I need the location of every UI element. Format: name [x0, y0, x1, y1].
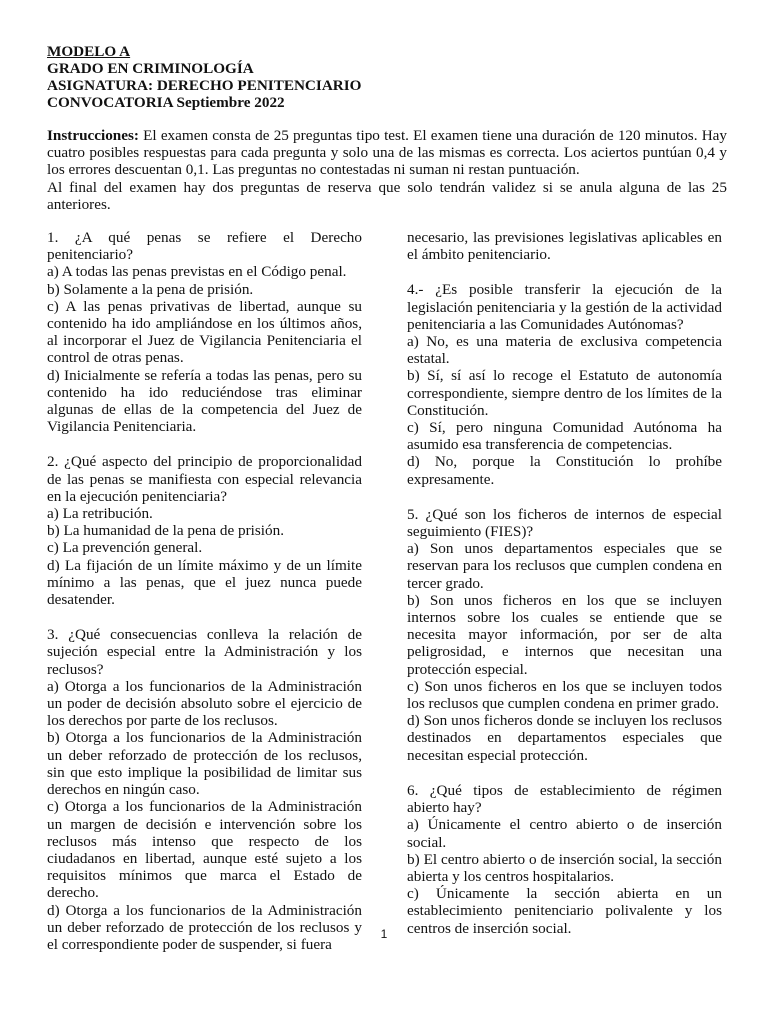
degree-title: GRADO EN CRIMINOLOGÍA: [47, 60, 254, 77]
question-2: [47, 453, 362, 608]
option-d: d) Son unos ficheros donde se incluyen los reclusos destinados en departamentos especiales que necesitan especial protección.: [407, 712, 722, 764]
option-d: d) La fijación de un límite máximo y de un límite mínimo a las penas, que el juez nunca puede desatender.: [47, 556, 362, 609]
question-text: 5. ¿Qué son los ficheros de internos de especial seguimiento (FIES)?: [407, 505, 722, 541]
option-a: a) A todas las penas previstas en el Código penal.: [47, 263, 347, 281]
option-b: b) Otorga a los funcionarios de la Administración un deber reforzado de protección de los reclusos, sin que esto implique la posibilidad de limitar sus derechos en ningún caso.: [47, 729, 362, 799]
option-d: d) No, porque la Constitución lo prohíbe expresamente.: [407, 453, 722, 488]
option-d-continued: necesario, las previsiones legislativas aplicables en el ámbito penitenciario.: [407, 229, 722, 264]
option-c: c) Sí, pero ninguna Comunidad Autónoma ha asumido esa transferencia de competencias.: [407, 419, 722, 454]
option-a: a) Otorga a los funcionarios de la Administración un poder de decisión absoluto sobre el ejercicio de los derechos por parte de los reclusos.: [47, 677, 362, 730]
instructions-reserve-text: Al final del examen hay dos preguntas de reserva que solo tendrán validez si se anula alguna de las 25 anteriores.: [47, 178, 727, 213]
option-d: d) Inicialmente se refería a todas las penas, pero su contenido ha ido reduciéndose tras eliminar algunas de ellas de la competencia del Juez de Vigilancia Penitenciaria.: [47, 366, 362, 436]
left-column: [47, 229, 362, 971]
option-d: d) Otorga a los funcionarios de la Administración un deber reforzado de protección de los reclusos y el correspondiente poder de suspender, si fuera: [47, 901, 362, 953]
option-c: c) Otorga a los funcionarios de la Administración un margen de decisión e intervención sobre los reclusos más intenso que respecto de los ciudadanos en libertad, aunque esté sujeto a los requisitos mínimos que marca el Estado de derecho.: [47, 798, 362, 902]
option-c: c) Únicamente la sección abierta en un establecimiento penitenciario polivalente y los centros de inserción social.: [407, 885, 722, 937]
question-6: [407, 782, 722, 937]
question-1: [47, 229, 362, 435]
option-b: b) Sí, sí así lo recoge el Estatuto de autonomía correspondiente, siempre dentro de los límites de la Constitución.: [407, 367, 722, 419]
question-text: 4.- ¿Es posible transferir la ejecución de la legislación penitenciaria y la gestión de la actividad penitenciaria a las Comunidades Autónomas?: [407, 281, 722, 333]
question-text: 6. ¿Qué tipos de establecimiento de régimen abierto hay?: [407, 781, 722, 817]
question-text: 3. ¿Qué consecuencias conlleva la relación de sujeción especial entre la Administración y los reclusos?: [47, 626, 362, 678]
question-3-continuation: [407, 229, 722, 263]
question-text: 2. ¿Qué aspecto del principio de proporcionalidad de las penas se manifiesta con especial relevancia en la ejecución penitenciaria?: [47, 453, 362, 505]
model-label: MODELO A: [47, 43, 131, 60]
option-c: c) Son unos ficheros en los que se incluyen todos los reclusos que cumplen condena en primer grado.: [407, 677, 722, 713]
option-a: a) Únicamente el centro abierto o de inserción social.: [407, 816, 722, 851]
option-c: c) La prevención general.: [47, 539, 203, 557]
question-5: [407, 506, 722, 764]
option-a: a) Son unos departamentos especiales que se reservan para los reclusos que cumplen condena en tercer grado.: [407, 540, 722, 592]
question-3: [47, 626, 362, 953]
option-a: a) La retribución.: [47, 505, 153, 523]
instructions-block: [47, 127, 727, 213]
call-title: CONVOCATORIA Septiembre 2022: [47, 94, 285, 111]
instructions-text: El examen consta de 25 preguntas tipo test. El examen tiene una duración de 120 minutos. Hay cuatro posibles respuestas para cada pregunta y solo una de las mismas es correcta. Los aciertos puntúan 0,4 y los errores descuentan 0,1. Las preguntas no contestadas ni suman ni restan puntuación.: [47, 127, 727, 179]
option-b: b) La humanidad de la pena de prisión.: [47, 522, 285, 540]
page-number: 1: [380, 927, 388, 941]
exam-header: [47, 43, 737, 111]
instructions-label: Instrucciones:: [47, 127, 139, 144]
option-b: b) Solamente a la pena de prisión.: [47, 280, 254, 298]
option-b: b) El centro abierto o de inserción social, la sección abierta y los centros hospitalarios.: [407, 850, 722, 885]
question-4: [407, 281, 722, 487]
right-column: [407, 229, 722, 955]
option-a: a) No, es una materia de exclusiva competencia estatal.: [407, 333, 722, 368]
question-text: 1. ¿A qué penas se refiere el Derecho penitenciario?: [47, 229, 362, 264]
option-c: c) A las penas privativas de libertad, aunque su contenido ha ido ampliándose en los últimos años, al incorporar el Juez de Vigilancia Penitenciaria el control de otras penas.: [47, 297, 362, 367]
option-b: b) Son unos ficheros en los que se incluyen internos sobre los cuales se entiende que se necesita mayor información, por ser de alta peligrosidad, e internos que necesitan una protección especial.: [407, 591, 722, 678]
subject-title: ASIGNATURA: DERECHO PENITENCIARIO: [47, 77, 362, 94]
